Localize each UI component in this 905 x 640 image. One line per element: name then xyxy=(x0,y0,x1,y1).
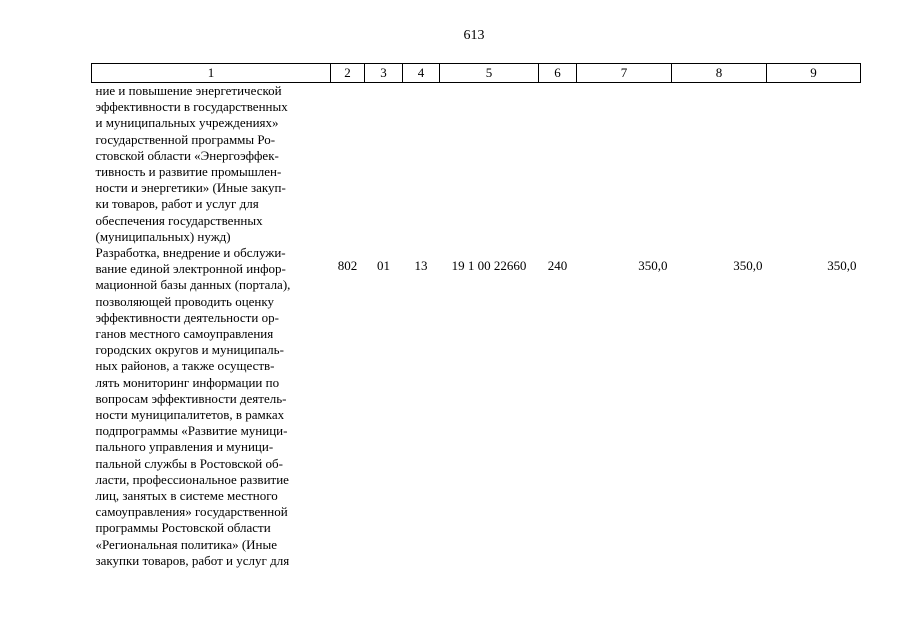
cell-target-article xyxy=(440,83,539,246)
desc-line: Разработка, внедрение и обслужи- xyxy=(95,245,286,261)
desc-line: позволяющей проводить оценку xyxy=(95,293,275,309)
cell-amount-2: 350,0 xyxy=(733,258,763,274)
page-number: 613 xyxy=(463,28,485,43)
cell-amount-1: 350,0 xyxy=(638,258,668,274)
cell-subsection xyxy=(403,83,440,246)
desc-line: обеспечения государственных xyxy=(95,212,263,228)
desc-line: вание единой электронной инфор- xyxy=(95,261,286,277)
col-header-7: 7 xyxy=(577,64,672,83)
desc-line: эффективности в государственных xyxy=(95,99,288,115)
cell-target-article: 19 1 00 22660 xyxy=(451,258,527,274)
col-header-5: 5 xyxy=(440,64,539,83)
desc-line: эффективности деятельности ор- xyxy=(95,309,279,325)
desc-line: ности и энергетики» (Иные закуп- xyxy=(95,180,286,196)
desc-line: ности муниципалитетов, в рамках xyxy=(95,407,285,423)
desc-line: ласти, профессиональное развитие xyxy=(95,471,289,487)
desc-line: «Региональная политика» (Иные xyxy=(95,536,278,552)
table-row xyxy=(92,83,861,246)
desc-line: пального управления и муници- xyxy=(95,439,274,455)
desc-line: вопросам эффективности деятель- xyxy=(95,390,287,406)
desc-line: программы Ростовской области xyxy=(95,520,271,536)
cell-ministry: 802 xyxy=(337,258,358,274)
row-description xyxy=(92,83,331,246)
cell-expense-type: 240 xyxy=(547,258,568,274)
col-header-3: 3 xyxy=(365,64,403,83)
desc-line: (муниципальных) нужд) xyxy=(95,228,231,244)
row-description xyxy=(92,245,331,569)
cell-section xyxy=(365,83,403,246)
desc-line: лять мониторинг информации по xyxy=(95,374,280,390)
cell-amount-3: 350,0 xyxy=(827,258,857,274)
desc-line: ных районов, а также осуществ- xyxy=(95,358,275,374)
desc-line: государственной программы Ро- xyxy=(95,131,276,147)
col-header-9: 9 xyxy=(767,64,861,83)
desc-line: подпрограммы «Развитие муници- xyxy=(95,423,288,439)
header-row xyxy=(92,64,861,83)
desc-line: закупки товаров, работ и услуг для xyxy=(95,552,290,568)
col-header-6: 6 xyxy=(539,64,577,83)
table-row xyxy=(92,245,861,569)
cell-ministry xyxy=(331,83,365,246)
col-header-1: 1 xyxy=(92,64,331,83)
cell-expense-type xyxy=(539,83,577,246)
desc-line: лиц, занятых в системе местного xyxy=(95,488,278,504)
col-header-2: 2 xyxy=(331,64,365,83)
budget-table xyxy=(91,63,861,569)
desc-line: ганов местного самоуправления xyxy=(95,326,274,342)
col-header-4: 4 xyxy=(403,64,440,83)
desc-line: пальной службы в Ростовской об- xyxy=(95,455,283,471)
desc-line: самоуправления» государственной xyxy=(95,504,288,520)
col-header-8: 8 xyxy=(672,64,767,83)
desc-line: ки товаров, работ и услуг для xyxy=(95,196,259,212)
cell-amount-2 xyxy=(672,83,767,246)
cell-section: 01 xyxy=(377,258,390,274)
desc-line: стовской области «Энергоэффек- xyxy=(95,147,279,163)
cell-amount-1 xyxy=(577,83,672,246)
desc-line: тивность и развитие промышлен- xyxy=(95,164,282,180)
cell-subsection: 13 xyxy=(414,258,428,274)
desc-line: городских округов и муниципаль- xyxy=(95,342,284,358)
cell-amount-3 xyxy=(767,83,861,246)
desc-line: мационной базы данных (портала), xyxy=(95,277,291,293)
desc-line: ние и повышение энергетической xyxy=(95,83,282,98)
desc-line: и муниципальных учреждениях» xyxy=(95,115,279,131)
